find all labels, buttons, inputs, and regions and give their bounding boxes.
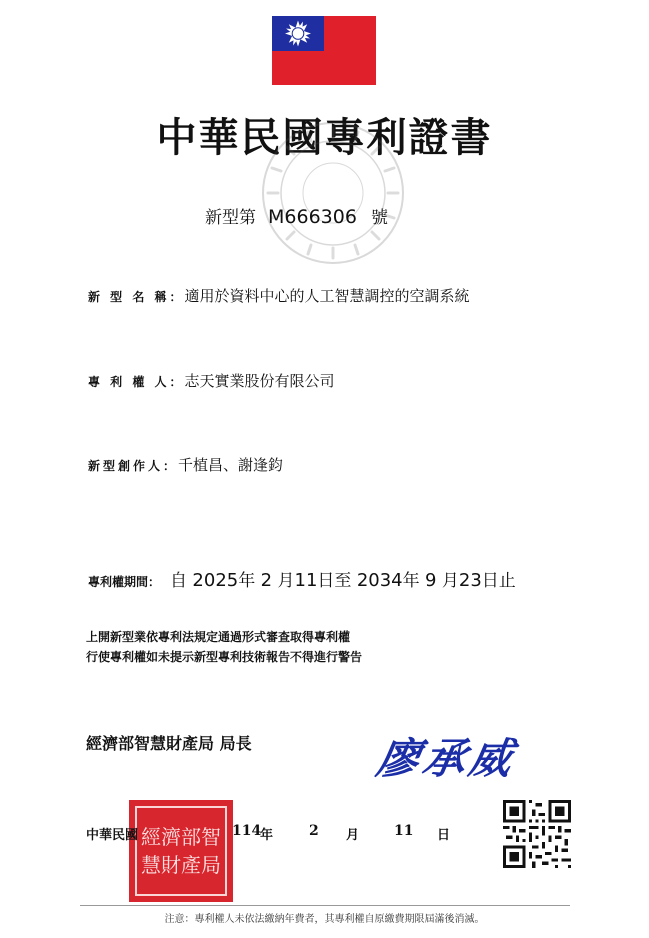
footer-divider [80, 905, 570, 906]
period-to-month: 9 [425, 570, 437, 591]
field-utility-model-name [88, 285, 470, 306]
issue-date-month: 2 [309, 823, 319, 839]
flag-canton [272, 16, 324, 51]
period-label: 專利權期間： [88, 575, 161, 589]
embossed-seal-icon [258, 118, 408, 268]
stamp-text: 經濟部智慧財產局 [135, 806, 227, 896]
period-from-month: 2 [260, 570, 273, 591]
field-value: 千植昌、謝逢鈞 [178, 456, 284, 474]
field-label: 新型創作人： [88, 459, 179, 473]
field-value: 適用於資料中心的人工智慧調控的空調系統 [184, 287, 470, 305]
field-value: 志天實業股份有限公司 [184, 372, 335, 390]
period-month-unit: 月 [277, 571, 295, 591]
patent-number-line [205, 203, 388, 228]
field-label: 新 型 名 稱： [88, 290, 185, 304]
patent-term [88, 566, 516, 591]
certificate-title: 中華民國專利證書 [156, 114, 493, 161]
notice-line-2: 行使專利權如未提示新型專利技術報告不得進行警告 [86, 650, 363, 664]
period-from-year: 2025 [192, 570, 239, 591]
director-title: 經濟部智慧財產局 局長 [86, 734, 252, 753]
white-sun-icon [272, 16, 324, 51]
period-end-suffix: 日止 [481, 571, 516, 591]
period-to-prefix: 日至 [317, 571, 352, 591]
period-from-prefix: 自 [170, 571, 188, 591]
issue-date-year: 114 [232, 823, 262, 839]
official-stamp-icon [129, 800, 233, 902]
issue-date-month-unit: 月 [346, 828, 360, 843]
period-month-unit: 月 [441, 571, 459, 591]
issue-date-day: 11 [394, 823, 414, 839]
issue-date-day-unit: 日 [437, 828, 451, 843]
director-signature: 廖承威 [373, 734, 520, 783]
notice-line-1: 上開新型業依專利法規定通過形式審查取得專利權 [86, 630, 351, 644]
national-flag-icon [272, 16, 376, 85]
period-year-unit: 年 [238, 571, 256, 591]
qr-code-icon[interactable] [503, 800, 571, 868]
field-creators [88, 454, 283, 475]
patent-number-prefix: 新型第 [205, 208, 256, 228]
period-from-day: 11 [294, 570, 318, 591]
period-year-unit: 年 [402, 571, 420, 591]
footer-note: 注意：專利權人未依法繳納年費者，其專利權自原繳費期限屆滿後消滅。 [164, 914, 485, 925]
patent-number: M666306 [268, 206, 357, 228]
period-to-year: 2034 [356, 570, 403, 591]
issue-date-year-unit: 年 [260, 828, 274, 843]
period-to-day: 23 [458, 570, 482, 591]
field-label: 專 利 權 人： [88, 375, 185, 389]
field-patentee [88, 370, 335, 391]
patent-number-suffix: 號 [370, 208, 388, 228]
issue-date-era: 中華民國 [86, 828, 139, 843]
